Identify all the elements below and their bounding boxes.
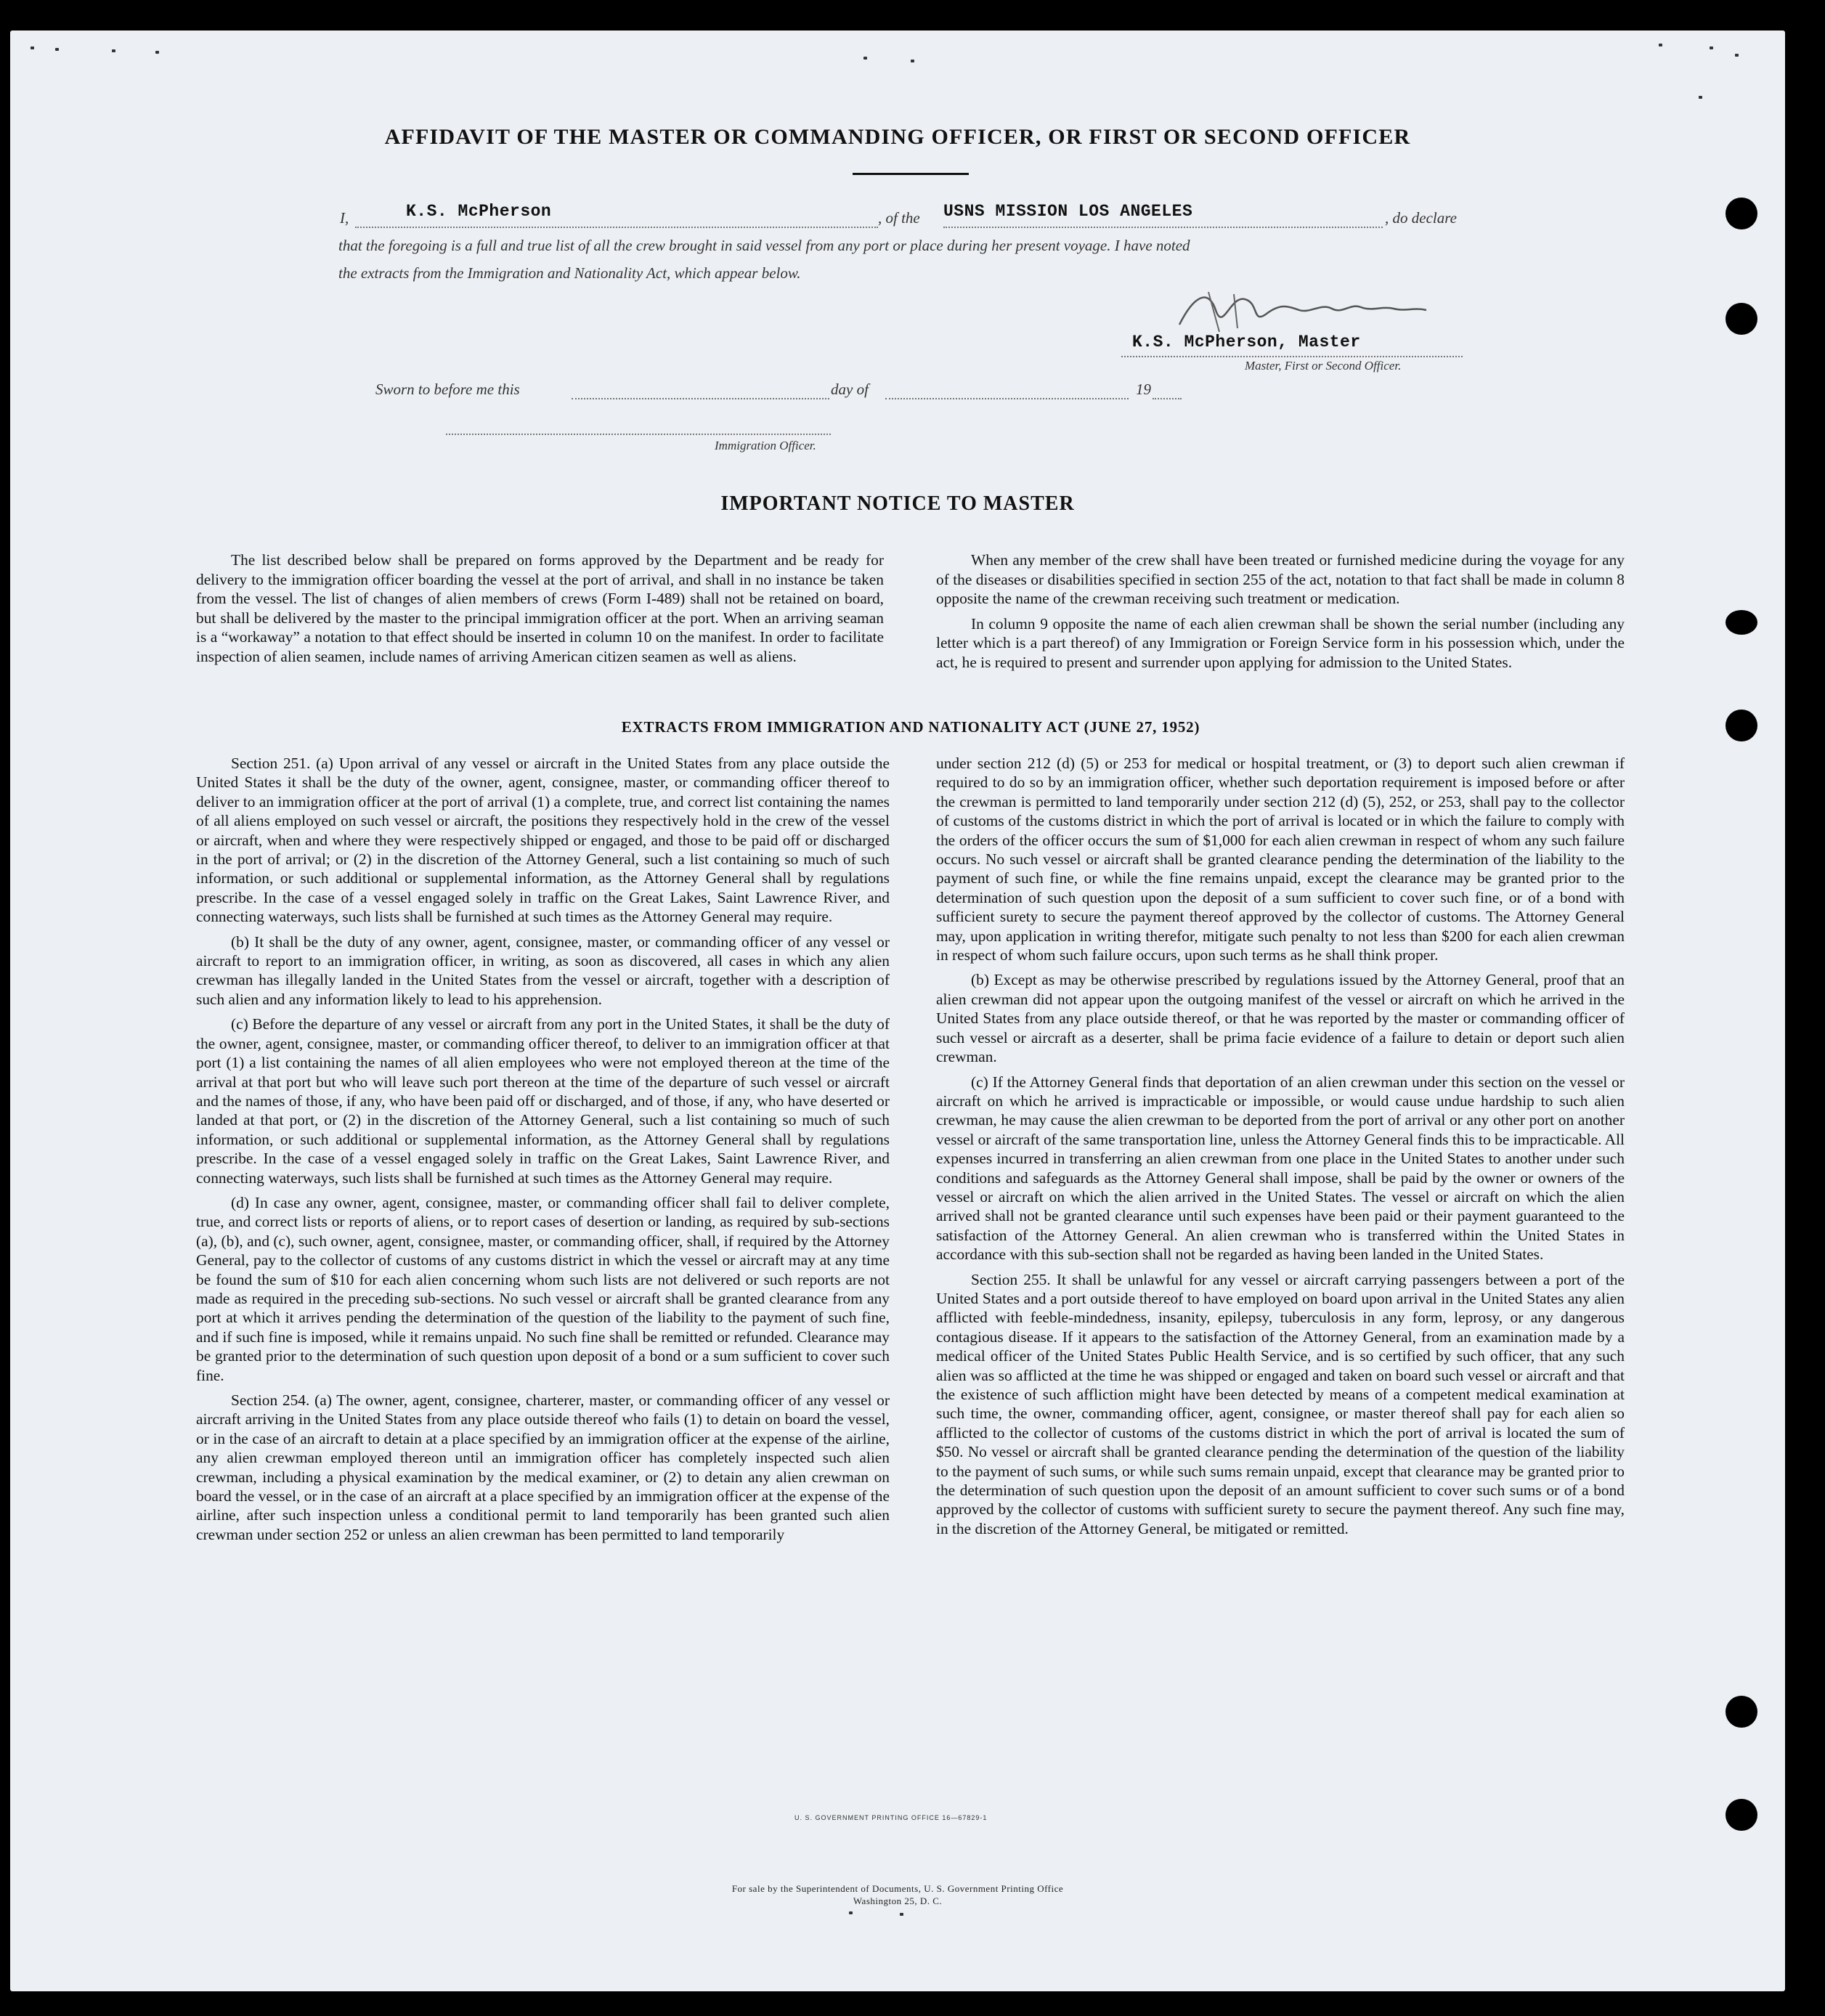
signature-caption: Master, First or Second Officer. [1245,359,1402,373]
declaration-text-line2: that the foregoing is a full and true list of all the crew brought in said vessel from any port or place during her present voyage. I have noted [338,237,1190,254]
year-label: 19 [1136,381,1151,398]
extracts-right-column [936,754,1625,1544]
extract-section-254a: Section 254. (a) The owner, agent, consignee, charterer, master, or commanding officer of any vessel or aircraft arriving in the United States from any place outside thereof who fails (1) to detain on board the vessel, or in the case of an aircraft to detain at a place specified by an immigration officer at the expense of the airline, any alien crewman employed thereon until an immigration officer has completely inspected such alien crewman, including a physical examination by the medical examiner, or (2) to detain any alien crewman on board the vessel, or in the case of an aircraft at a place specified by an immigration officer at the expense of the airline, after such inspection unless a conditional permit to land temporarily has been granted such alien crewman under section 252 or unless an alien crewman has been permitted to land temporarily [196,1391,890,1543]
extract-section-251c: (c) Before the departure of any vessel or aircraft from any port in the United States, it shall be the duty of the owner, agent, consignee, master, or commanding officer thereof, to deliver to an immigration officer at that port (1) a list containing the names of all alien employees who were not employed thereon at the time of the arrival at that port but who will leave such port thereon at the time of the departure of such vessel or aircraft and the names of those, if any, who have been paid off or discharged, and of those, if any, who have deserted or landed at that port, or (2) in the discretion of the Attorney General, such a list containing so much of such information, or such additional or supplemental information, as the Attorney General shall by regulations prescribe. In the case of a vessel engaged solely in traffic on the Great Lakes, Saint Lawrence River, and connecting waterways, such lists shall be furnished at such times as the Attorney General may require. [196,1015,890,1187]
punch-hole-icon [1726,198,1757,229]
extract-section-254a-cont: under section 212 (d) (5) or 253 for medical or hospital treatment, or (3) to deport such alien crewman if required to do so by an immigration officer, whether such deportation requirement is imposed before or after the crewman is permitted to land temporarily under section 212 (d) (5), 252, or 253, shall pay to the collector of customs of the customs district in which the port of arrival is located or in which the failure to comply with the orders of the officer occurs the sum of $1,000 for each alien crewman in respect of whom any such failure occurs. No such vessel or aircraft shall be granted clearance pending the determination of the liability to the payment of such fine, or while the fine remains unpaid, except the clearance may be granted prior to the determination of such question upon the deposit of a sum sufficient to cover such fine, or of a bond with sufficient surety to secure the payment thereof approved by the collector of customs. The Attorney General may, upon application in writing therefor, mitigate such penalty to not less than $200 for each alien crewman in respect of whom such failure occurs, upon such terms as he shall think proper. [936,755,1625,964]
decl-i-label: I, [340,209,349,227]
form-sheet [10,31,1785,1991]
scan-speck [31,46,34,49]
signature-line [1121,356,1463,357]
scan-speck [863,57,867,60]
punch-hole-icon [1726,1696,1757,1728]
sale-notice-line2: Washington 25, D. C. [853,1895,943,1906]
extracts-left-column [196,754,890,1550]
extract-section-254c: (c) If the Attorney General finds that deportation of an alien crewman under this section on the vessel or aircraft on which he arrived is impracticable or impossible, or would cause undue hardship to such alien crewman, he may cause the alien crewman to be deported from the port of arrival or any other port on another vessel or aircraft of the same transportation line, unless the Attorney General finds this to be impracticable. All expenses incurred in transferring an alien crewman from one place in the United States to another under such conditions and safeguards as the Attorney General shall impose, shall be paid by the owner or owners of the vessel or aircraft on which the alien arrived in the United States. The vessel or aircraft on which the alien arrived shall not be granted clearance until such expenses have been paid or their payment guaranteed to the satisfaction of the Attorney General. An alien crewman who is transferred within the United States in accordance with this sub-section shall not be regarded as having been landed in the United States. [936,1073,1625,1264]
sworn-date-line [572,398,829,399]
do-declare-label: , do declare [1385,209,1457,227]
day-of-label: day of [831,381,869,398]
notice-left-paragraph: The list described below shall be prepared on forms approved by the Department and be ready for delivery to the immigration officer boarding the vessel at the port of arrival, and shall in no instance be taken from the vessel. The list of changes of alien members of crews (Form I-489) shall not be retained on board, but shall be delivered by the master to the principal immigration officer at the port. When an arriving seaman is a “workaway” a notation to that effect should be inserted in column 10 on the manifest. In order to facilitate inspection of alien seamen, include names of arriving American citizen seamen as well as aliens. [196,551,884,665]
immigration-officer-caption: Immigration Officer. [715,439,816,452]
scan-speck [112,49,115,52]
notice-right-paragraph-2: In column 9 opposite the name of each alien crewman shall be shown the serial number (including any letter which is a part thereof) of any Immigration or Foreign Service form in his possession which, under the act, he is required to present and surrender upon applying for admission to the United States. [936,614,1625,671]
year-line [1153,398,1182,399]
notice-left-column [196,550,884,672]
extract-section-254b: (b) Except as may be otherwise prescribed by regulations issued by the Attorney General, proof that an alien crewman did not appear upon the outgoing manifest of the vessel or aircraft on which he arrived in the United States from any place outside thereof, or that he was reported by the master or commanding officer of such vessel or aircraft as a deserter, shall be prima facie evidence of a failure to detain or deport such alien crewman. [936,971,1625,1066]
punch-hole-icon [1726,610,1757,635]
notice-right-paragraph-1: When any member of the crew shall have been treated or furnished medicine during the voyage for any of the diseases or disabilities specified in section 255 of the act, notation to that fact shall be made in column 8 opposite the name of the crewman receiving such treatment or medication. [936,551,1625,607]
extract-section-251d: (d) In case any owner, agent, consignee, master, or commanding officer shall fail to deliver complete, true, and correct lists or reports of aliens, or to report cases of desertion or landing, as required by sub-sections (a), (b), and (c), such owner, agent, consignee, master, or commanding officer, shall, if required by the Attorney General, pay to the collector of customs of any customs district in which the vessel or aircraft may at any time be found the sum of $10 for each alien concerning whom such lists are not delivered or such reports are not made as required in the preceding sub-sections. No such vessel or aircraft shall be granted clearance from any port at which it arrives pending the determination of the question of the liability to the payment of such fine, and if such fine is imposed, while it remains unpaid. No such fine shall be remitted or refunded. Clearance may be granted prior to the determination of such question upon deposit of a bond or a sum sufficient to cover such fine. [196,1193,890,1384]
signature-typed-name: K.S. McPherson, Master [1132,333,1361,351]
of-the-label: , of the [878,209,920,227]
scan-speck [55,48,59,51]
sale-notice [10,1882,1785,1907]
scan-speck [911,60,914,62]
affidavit-title: AFFIDAVIT OF THE MASTER OR COMMANDING OFFICER, OR FIRST OR SECOND OFFICER [384,125,1411,149]
scan-speck [155,51,159,54]
vessel-name-line [943,227,1383,228]
punch-hole-icon [1726,710,1757,741]
declaration-text-line3: the extracts from the Immigration and Nationality Act, which appear below. [338,264,801,282]
scan-speck [1710,46,1713,49]
sworn-label: Sworn to before me this [375,381,520,398]
extract-section-251a: Section 251. (a) Upon arrival of any vessel or aircraft in the United States from any place outside the United States it shall be the duty of the owner, agent, consignee, master, or commanding officer thereof to deliver to an immigration officer at the port of arrival (1) a complete, true, and correct list containing the names of all aliens employed on such vessel or aircraft, the positions they respectively hold in the crew of the vessel or aircraft, when and where they were respectively shipped or engaged, and those to be paid off or discharged in the port of arrival; or (2) in the discretion of the Attorney General, such a list containing so much of such information, or such additional or supplemental information, as the Attorney General shall by regulations prescribe. In the case of a vessel engaged solely in traffic on the Great Lakes, Saint Lawrence River, and connecting waterways, such lists shall be furnished at such times as the Attorney General may require. [196,755,890,926]
master-name-line [355,227,878,228]
extracts-title: EXTRACTS FROM IMMIGRATION AND NATIONALITY ACT (JUNE 27, 1952) [621,718,1200,736]
immigration-officer-line [446,434,831,435]
extract-section-255: Section 255. It shall be unlawful for any vessel or aircraft carrying passengers between a port of the United States and a port outside thereof to have employed on board upon arrival in the United States any alien afflicted with feeble-mindedness, insanity, epilepsy, tuberculosis in any form, leprosy, or any dangerous contagious disease. If it appears to the satisfaction of the Attorney General, from an examination made by a medical officer of the United States Public Health Service, and is so certified by such officer, that any such alien was so afflicted at the time he was shipped or engaged and taken on board such vessel or aircraft and that the existence of such affliction might have been detected by means of a competent medical examination at such time, the owner, commanding officer, agent, consignee, or master thereof shall pay for each alien so afflicted to the collector of customs of the customs district in which the port of arrival is located the sum of $50. No vessel or aircraft shall be granted clearance pending the determination of the question of the liability to the payment of such sums, or while such sums remain unpaid, except that clearance may be granted prior to the determination of such question upon the deposit of an amount sufficient to cover such sums or of a bond approved by the collector of customs with sufficient surety to secure the payment thereof. Any such fine may, in the discretion of the Attorney General, be mitigated or remitted. [936,1270,1625,1537]
extract-section-251b: (b) It shall be the duty of any owner, agent, consignee, master, or commanding officer of any vessel or aircraft to report to an immigration officer, in writing, as soon as discovered, all cases in which any alien crewman has illegally landed in the United States from the vessel or aircraft, together with a description of such alien and any information likely to lead to his apprehension. [196,932,890,1008]
notice-title: IMPORTANT NOTICE TO MASTER [720,492,1075,515]
punch-hole-icon [1726,303,1757,335]
master-name-field: K.S. McPherson [406,202,552,221]
notice-right-column [936,550,1625,678]
vessel-name-field: USNS MISSION LOS ANGELES [943,202,1193,221]
gpo-imprint: U. S. GOVERNMENT PRINTING OFFICE 16—67829-1 [794,1814,988,1821]
scan-speck [900,1913,903,1916]
sale-notice-line1: For sale by the Superintendent of Documents, U. S. Government Printing Office [731,1883,1064,1894]
scan-speck [849,1911,853,1914]
scan-speck [1699,96,1702,99]
punch-holes [1726,31,1769,1991]
scan-speck [1659,44,1662,46]
scan-speck [1735,54,1739,57]
title-divider [853,173,969,175]
handwritten-signature [1165,281,1455,339]
punch-hole-icon [1726,1799,1757,1831]
month-line [885,398,1129,399]
